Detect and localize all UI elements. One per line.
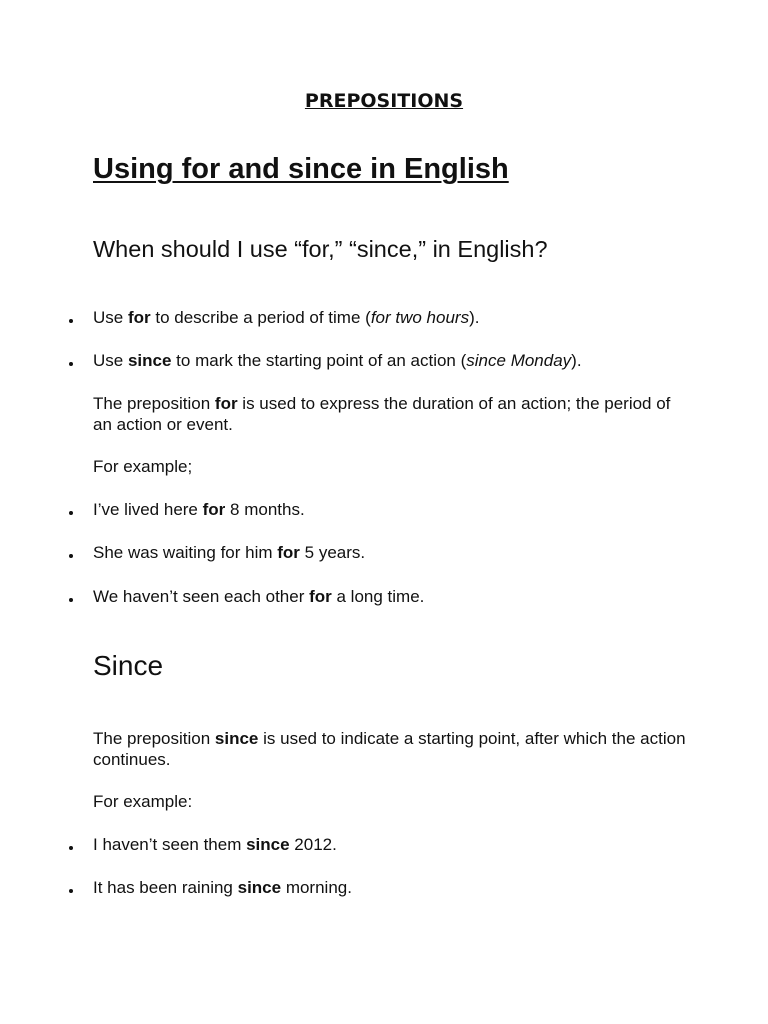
example-item xyxy=(93,500,305,521)
text: It has been raining xyxy=(93,878,238,897)
text: She was waiting for him xyxy=(93,543,278,562)
bullet-icon xyxy=(69,846,73,850)
example-item xyxy=(93,835,337,856)
bold-term: for xyxy=(309,587,332,606)
italic-example: since Monday xyxy=(466,351,572,370)
text: ). xyxy=(571,351,582,370)
text: Use xyxy=(93,351,128,370)
text: 8 months. xyxy=(225,500,305,519)
italic-example: for two hours xyxy=(370,308,470,327)
text: is used to express the duration of an action; the period of an action or event. xyxy=(93,394,671,434)
bullet-icon xyxy=(69,362,73,366)
bold-term: for xyxy=(127,308,151,327)
text: morning. xyxy=(281,878,352,897)
document-title: PREPOSITIONS xyxy=(304,90,464,112)
text: is used to indicate a starting point, after which the action continues. xyxy=(93,729,686,769)
main-heading: Using for and since in English xyxy=(93,153,509,185)
bold-term: since xyxy=(246,835,290,854)
bold-term: since xyxy=(237,878,282,897)
text: Use xyxy=(93,308,128,327)
text: 5 years. xyxy=(299,543,366,562)
bullet-icon xyxy=(69,889,73,893)
example-item xyxy=(93,543,365,564)
example-item xyxy=(93,587,424,608)
bold-term: since xyxy=(214,729,259,748)
rule-item xyxy=(93,351,582,372)
bullet-icon xyxy=(69,598,73,602)
text: 2012. xyxy=(289,835,337,854)
for-example-label: For example; xyxy=(93,457,193,476)
for-explanation xyxy=(93,394,693,435)
since-example-label: For example: xyxy=(93,792,193,811)
bold-term: since xyxy=(127,351,172,370)
rule-item xyxy=(93,308,479,329)
text: We haven’t seen each other xyxy=(93,587,310,606)
since-explanation xyxy=(93,729,693,770)
text: ). xyxy=(469,308,480,327)
example-item xyxy=(93,878,352,899)
bullet-icon xyxy=(69,319,73,323)
text: I haven’t seen them xyxy=(93,835,247,854)
text: to mark the starting point of an action ( xyxy=(171,351,467,370)
bold-term: for xyxy=(277,543,300,562)
bullet-icon xyxy=(69,554,73,558)
question-heading: When should I use “for,” “since,” in English? xyxy=(93,236,548,262)
text: I’ve lived here xyxy=(93,500,203,519)
text: The preposition xyxy=(93,729,215,748)
since-heading: Since xyxy=(93,650,164,681)
text: The preposition xyxy=(93,394,215,413)
bold-term: for xyxy=(202,500,226,519)
bold-term: for xyxy=(214,394,238,413)
text: a long time. xyxy=(331,587,425,606)
text: to describe a period of time ( xyxy=(150,308,371,327)
bullet-icon xyxy=(69,511,73,515)
